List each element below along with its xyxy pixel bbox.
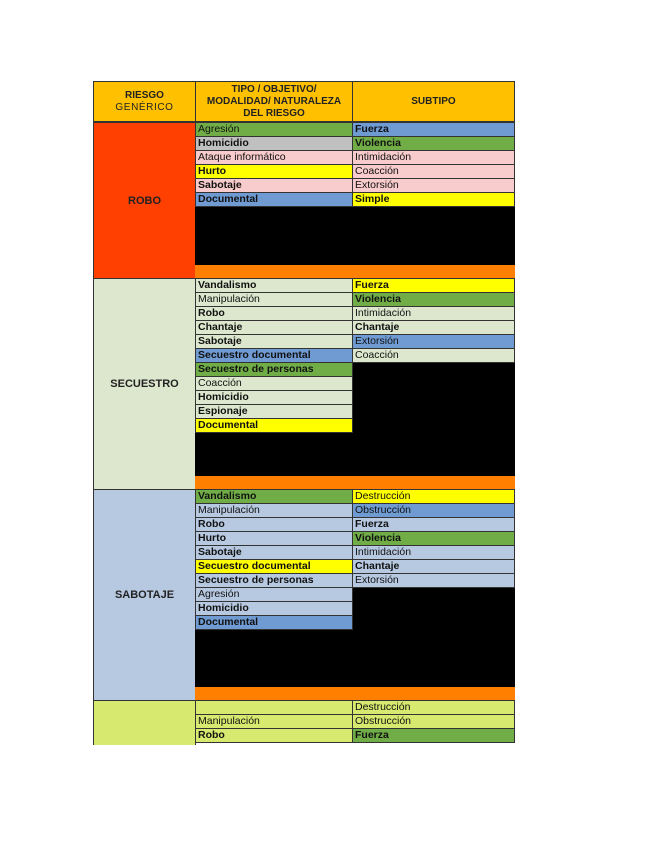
tipo-cell: Vandalismo	[195, 489, 353, 504]
subtipo-cell: Extorsión	[352, 573, 515, 588]
black-block	[352, 587, 515, 687]
header-riesgo-label: RIESGO	[125, 89, 164, 101]
orange-separator-bar	[195, 476, 515, 489]
tipo-cell: Manipulación	[195, 292, 353, 307]
subtipo-cell: Coacción	[352, 164, 515, 179]
subtipo-cell: Obstrucción	[352, 714, 515, 729]
subtipo-cell: Destrucción	[352, 489, 515, 504]
black-block	[352, 362, 515, 476]
tipo-cell: Sabotaje	[195, 545, 353, 560]
tipo-cell: Documental	[195, 418, 353, 433]
subtipo-cell: Violencia	[352, 136, 515, 151]
subtipo-cell: Fuerza	[352, 728, 515, 743]
black-block	[195, 432, 353, 476]
tipo-cell: Espionaje	[195, 404, 353, 419]
header-subtipo	[352, 81, 515, 122]
tipo-cell: Agresión	[195, 587, 353, 602]
tipo-cell: Vandalismo	[195, 278, 353, 293]
tipo-cell: Homicidio	[195, 136, 353, 151]
tipo-cell: Robo	[195, 728, 353, 743]
header-tipo-line1: TIPO / OBJETIVO/	[231, 83, 317, 95]
subtipo-cell: Chantaje	[352, 320, 515, 335]
black-block	[195, 629, 353, 687]
tipo-cell: Robo	[195, 517, 353, 532]
tipo-cell: Secuestro documental	[195, 348, 353, 363]
tipo-cell: Homicidio	[195, 390, 353, 405]
header-riesgo-generico	[93, 81, 196, 122]
subtipo-cell: Chantaje	[352, 559, 515, 574]
tipo-cell: Documental	[195, 192, 353, 207]
section-fourth	[93, 700, 515, 745]
subtipo-cell: Violencia	[352, 531, 515, 546]
generic-risk-secuestro: SECUESTRO	[93, 278, 196, 490]
header-subtipo-label: SUBTIPO	[411, 95, 456, 107]
header-generico-label: GENÉRICO	[115, 101, 174, 113]
generic-risk-fourth	[93, 700, 196, 745]
subtipo-cell: Fuerza	[352, 122, 515, 137]
section-robo	[93, 122, 515, 279]
subtipo-cell: Intimidación	[352, 306, 515, 321]
generic-risk-robo: ROBO	[93, 122, 196, 279]
tipo-cell: Sabotaje	[195, 178, 353, 193]
tipo-cell: Sabotaje	[195, 334, 353, 349]
header-tipo	[195, 81, 353, 122]
tipo-cell: Secuestro documental	[195, 559, 353, 574]
tipo-cell: Ataque informático	[195, 150, 353, 165]
subtipo-cell: Obstrucción	[352, 503, 515, 518]
tipo-cell: Robo	[195, 306, 353, 321]
tipo-cell: Agresión	[195, 122, 353, 137]
tipo-cell: Secuestro de personas	[195, 573, 353, 588]
tipo-cell: Manipulación	[195, 714, 353, 729]
tipo-cell: Documental	[195, 615, 353, 630]
subtipo-cell: Fuerza	[352, 278, 515, 293]
tipo-cell: Coacción	[195, 376, 353, 391]
tipo-cell: Manipulación	[195, 503, 353, 518]
orange-separator-bar	[195, 265, 515, 278]
header-tipo-line2: MODALIDAD/ NATURALEZA	[206, 95, 342, 107]
subtipo-cell: Simple	[352, 192, 515, 207]
tipo-cell: Homicidio	[195, 601, 353, 616]
subtipo-cell: Destrucción	[352, 700, 515, 715]
tipo-cell: Hurto	[195, 164, 353, 179]
black-block	[195, 206, 515, 265]
section-secuestro	[93, 278, 515, 490]
tipo-cell: Chantaje	[195, 320, 353, 335]
subtipo-cell: Violencia	[352, 292, 515, 307]
header-tipo-line3: DEL RIESGO	[243, 107, 305, 119]
tipo-cell: Hurto	[195, 531, 353, 546]
subtipo-cell: Extorsión	[352, 178, 515, 193]
section-sabotaje	[93, 489, 515, 701]
orange-separator-bar	[195, 687, 515, 700]
subtipo-cell: Extorsión	[352, 334, 515, 349]
subtipo-cell: Fuerza	[352, 517, 515, 532]
generic-risk-sabotaje: SABOTAJE	[93, 489, 196, 701]
subtipo-cell: Intimidación	[352, 545, 515, 560]
subtipo-cell: Coacción	[352, 348, 515, 363]
tipo-cell: Secuestro de personas	[195, 362, 353, 377]
subtipo-cell: Intimidación	[352, 150, 515, 165]
tipo-cell	[195, 700, 353, 715]
